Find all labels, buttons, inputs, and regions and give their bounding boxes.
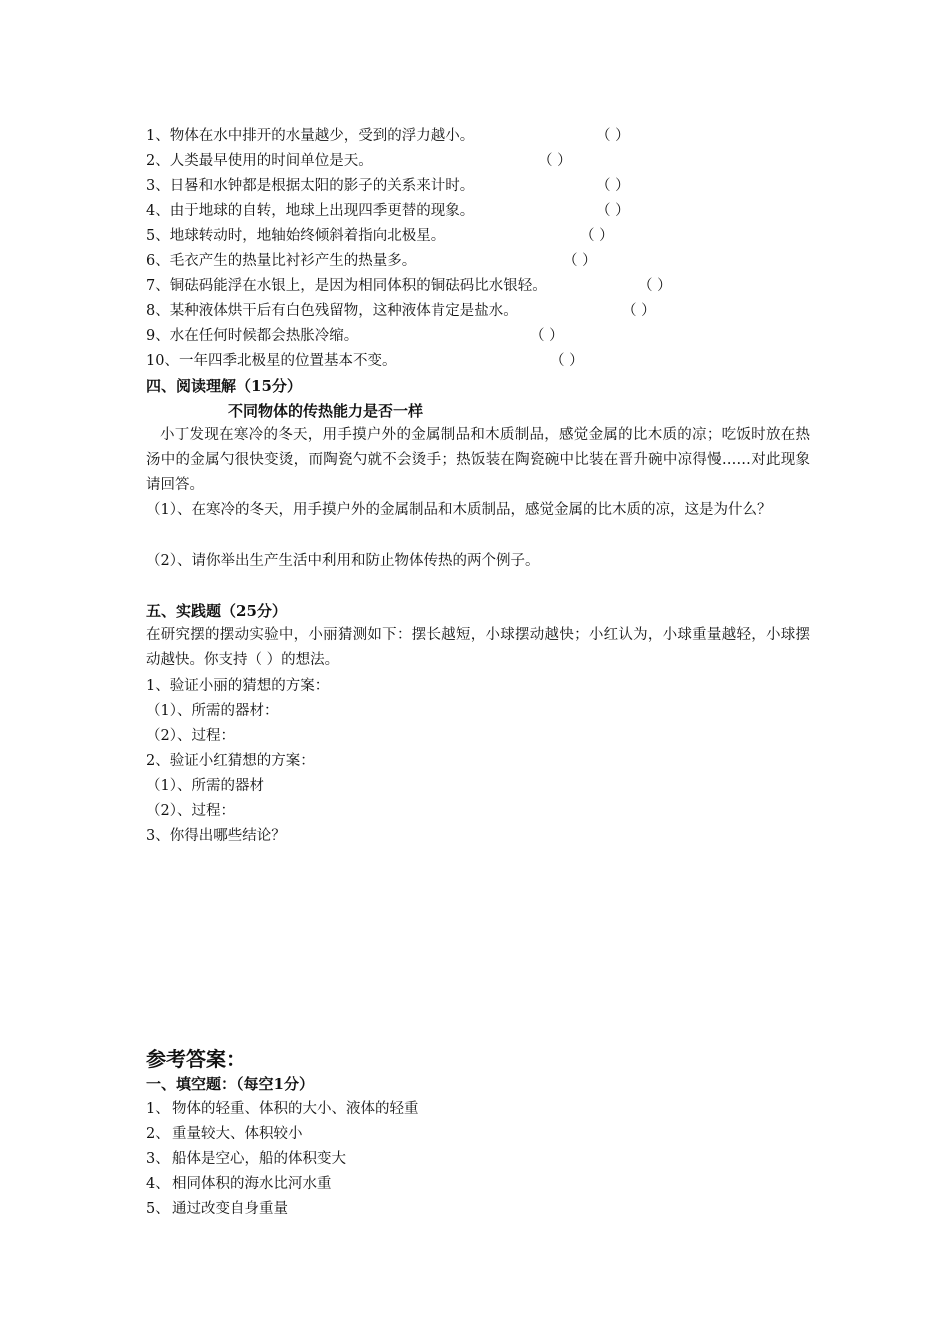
practice-line: （1）、所需的器材 (146, 778, 264, 794)
practice-line: （1）、所需的器材： (146, 703, 279, 719)
tf-item-8: 8、某种液体烘干后有白色残留物，这种液体肯定是盐水。 (146, 303, 518, 319)
tf-item-4: 4、由于地球的自转，地球上出现四季更替的现象。 (146, 203, 475, 219)
answer-item-text: 船体是空心，船的体积变大 (172, 1151, 346, 1167)
tf-item-8-answer-blank: （ ） (622, 303, 656, 319)
tf-item-9-answer-blank: （ ） (530, 328, 564, 344)
tf-item-6-answer-blank: （ ） (563, 253, 597, 269)
tf-item-2-answer-blank: （ ） (538, 153, 572, 169)
answers-heading: 参考答案： (146, 1047, 246, 1071)
answer-item (146, 1099, 419, 1119)
practice-line: （2）、过程： (146, 728, 235, 744)
answer-item-text: 物体的轻重、体积的大小、液体的轻重 (172, 1101, 419, 1117)
answer-item-text: 通过改变自身重量 (172, 1201, 288, 1217)
reading-passage-title: 不同物体的传热能力是否一样 (228, 402, 424, 420)
answer-item-number: 1、 (146, 1101, 170, 1117)
answer-item (146, 1149, 346, 1169)
tf-item-10: 10、一年四季北极星的位置基本不变。 (146, 353, 397, 369)
tf-item-3-answer-blank: （ ） (596, 178, 630, 194)
practice-intro: 在研究摆的摆动实验中，小丽猜测如下：摆长越短，小球摆动越快；小红认为，小球重量越轻，小球摆动越快。你支持（ ）的想法。 (146, 627, 810, 668)
answer-item-number: 5、 (146, 1201, 170, 1217)
tf-item-5-answer-blank: （ ） (580, 228, 614, 244)
answers-section-title: 一、填空题：（每空1分） (146, 1075, 314, 1093)
tf-item-3: 3、日晷和水钟都是根据太阳的影子的关系来计时。 (146, 178, 475, 194)
tf-item-9: 9、水在任何时候都会热胀冷缩。 (146, 328, 359, 344)
tf-item-10-answer-blank: （ ） (550, 353, 584, 369)
tf-item-1-answer-blank: （ ） (596, 128, 630, 144)
answer-item-text: 相同体积的海水比河水重 (172, 1176, 332, 1192)
answer-item (146, 1174, 332, 1194)
reading-section-title: 四、阅读理解（15分） (146, 377, 302, 395)
tf-item-7: 7、铜砝码能浮在水银上，是因为相同体积的铜砝码比水银轻。 (146, 278, 547, 294)
answer-item-number: 3、 (146, 1151, 170, 1167)
tf-item-4-answer-blank: （ ） (596, 203, 630, 219)
answer-item-number: 2、 (146, 1126, 170, 1142)
practice-line: （2）、过程： (146, 803, 235, 819)
practice-section-title: 五、实践题（25分） (146, 602, 287, 620)
tf-item-6: 6、毛衣产生的热量比衬衫产生的热量多。 (146, 253, 417, 269)
reading-question-1: （1）、在寒冷的冬天，用手摸户外的金属制品和木质制品，感觉金属的比木质的凉，这是为什么？ (146, 502, 772, 518)
practice-line: 3、你得出哪些结论？ (146, 828, 286, 844)
reading-passage: 小丁发现在寒冷的冬天，用手摸户外的金属制品和木质制品，感觉金属的比木质的凉；吃饭时放在热汤中的金属勺很快变烫，而陶瓷勺就不会烫手；热饭装在陶瓷碗中比装在晋升碗中凉得慢……对此现象请回答。 (146, 427, 810, 493)
answer-item (146, 1124, 303, 1144)
answer-item-text: 重量较大、体积较小 (172, 1126, 303, 1142)
answer-item-number: 4、 (146, 1176, 170, 1192)
tf-item-1: 1、物体在水中排开的水量越少，受到的浮力越小。 (146, 128, 475, 144)
tf-item-5: 5、地球转动时，地轴始终倾斜着指向北极星。 (146, 228, 446, 244)
reading-question-2: （2）、请你举出生产生活中利用和防止物体传热的两个例子。 (146, 553, 540, 569)
practice-line: 2、验证小红猜想的方案： (146, 753, 315, 769)
practice-line: 1、验证小丽的猜想的方案： (146, 678, 330, 694)
tf-item-7-answer-blank: （ ） (638, 278, 672, 294)
answer-item (146, 1199, 288, 1219)
tf-item-2: 2、人类最早使用的时间单位是天。 (146, 153, 373, 169)
